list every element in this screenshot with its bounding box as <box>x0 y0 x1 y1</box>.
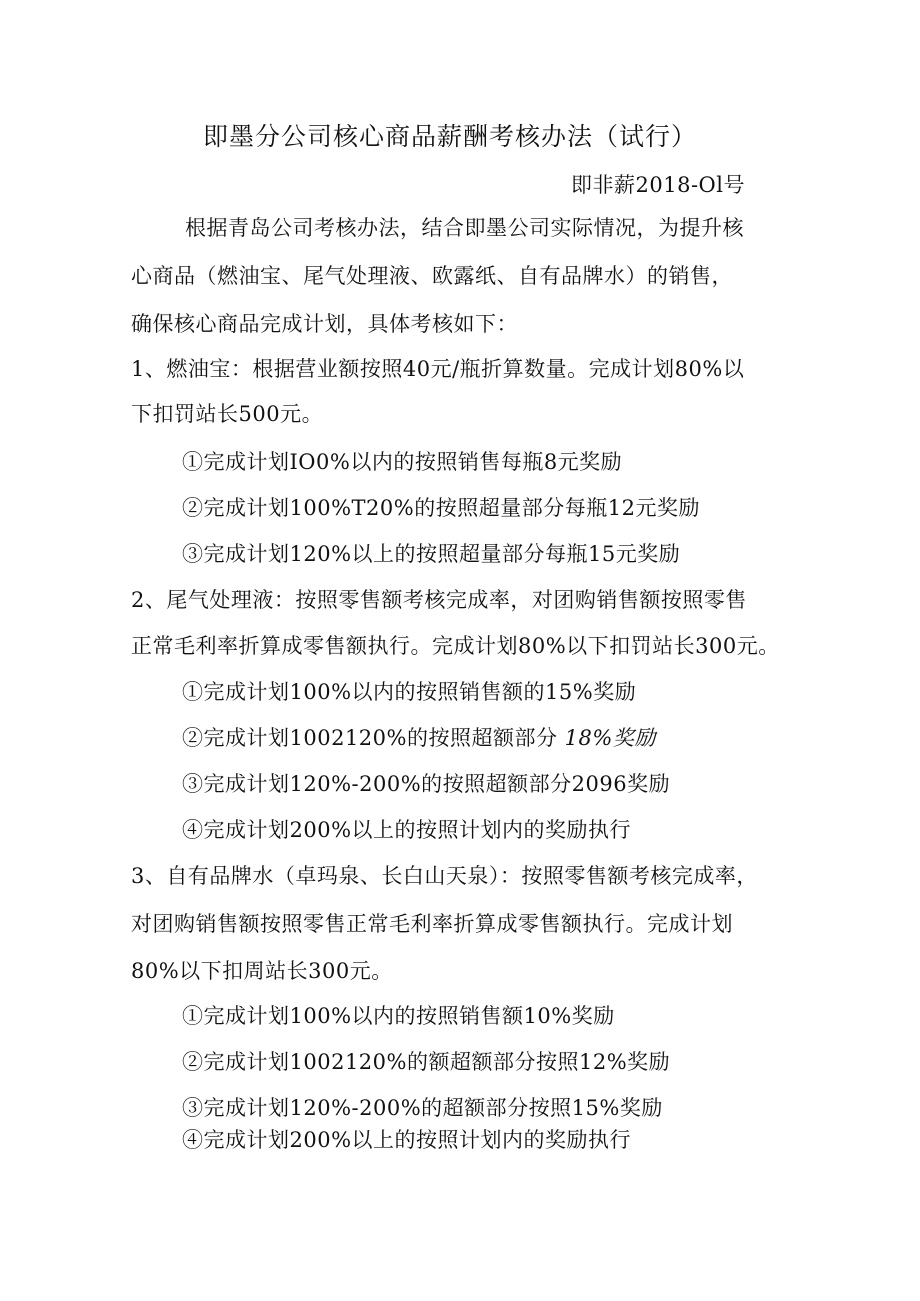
section2-item-2-text: ②完成计划1002120%的按照超额部分 <box>182 726 558 750</box>
section2-line-1: 2、尾气处理液：按照零售额考核完成率，对团购销售额按照零售 <box>131 588 747 612</box>
section3-item-2: ②完成计划1002120%的额超额部分按照12%奖励 <box>182 1050 671 1074</box>
section2-item-1: ①完成计划100%以内的按照销售额的15%奖励 <box>182 680 637 704</box>
intro-line-1: 根据青岛公司考核办法，结合即墨公司实际情况，为提升核 <box>185 216 744 240</box>
section1-line-2: 下扣罚站长500元。 <box>131 402 324 426</box>
section3-line-1: 3、自有品牌水（卓玛泉、长白山天泉）：按照零售额考核完成率， <box>131 864 758 888</box>
section3-line-2: 对团购销售额按照零售正常毛利率折算成零售额执行。完成计划 <box>131 912 733 936</box>
intro-line-3: 确保核心商品完成计划，具体考核如下： <box>131 312 518 336</box>
section2-item-3: ③完成计划120%-200%的按照超额部分2096奖励 <box>182 772 671 796</box>
section3-item-4: ④完成计划200%以上的按照计划内的奖励执行 <box>182 1128 632 1152</box>
section1-item-3: ③完成计划120%以上的按照超量部分每瓶15元奖励 <box>182 542 681 566</box>
section3-line-3: 80%以下扣周站长300元。 <box>131 959 393 983</box>
section1-item-1: ①完成计划IO0%以内的按照销售每瓶8元奖励 <box>182 450 623 474</box>
section2-line-2: 正常毛利率折算成零售额执行。完成计划80%以下扣罚站长300元。 <box>131 634 780 658</box>
section2-item-2 <box>182 724 656 752</box>
section3-item-3: ③完成计划120%-200%的超额部分按照15%奖励 <box>182 1096 663 1120</box>
section1-item-2: ②完成计划100%T20%的按照超量部分每瓶12元奖励 <box>182 496 700 520</box>
section3-item-1: ①完成计划100%以内的按照销售额10%奖励 <box>182 1004 615 1028</box>
section2-item-4: ④完成计划200%以上的按照计划内的奖励执行 <box>182 818 632 842</box>
section2-item-2-italic-tail: 18%奖励 <box>564 726 656 750</box>
document-title: 即墨分公司核心商品薪酬考核办法（试行） <box>203 122 698 151</box>
document-number: 即非薪2018-Ol号 <box>571 173 745 197</box>
section1-line-1: 1、燃油宝：根据营业额按照40元/瓶折算数量。完成计划80%以 <box>131 357 745 381</box>
intro-line-2: 心商品（燃油宝、尾气处理液、欧露纸、自有品牌水）的销售， <box>131 264 733 288</box>
